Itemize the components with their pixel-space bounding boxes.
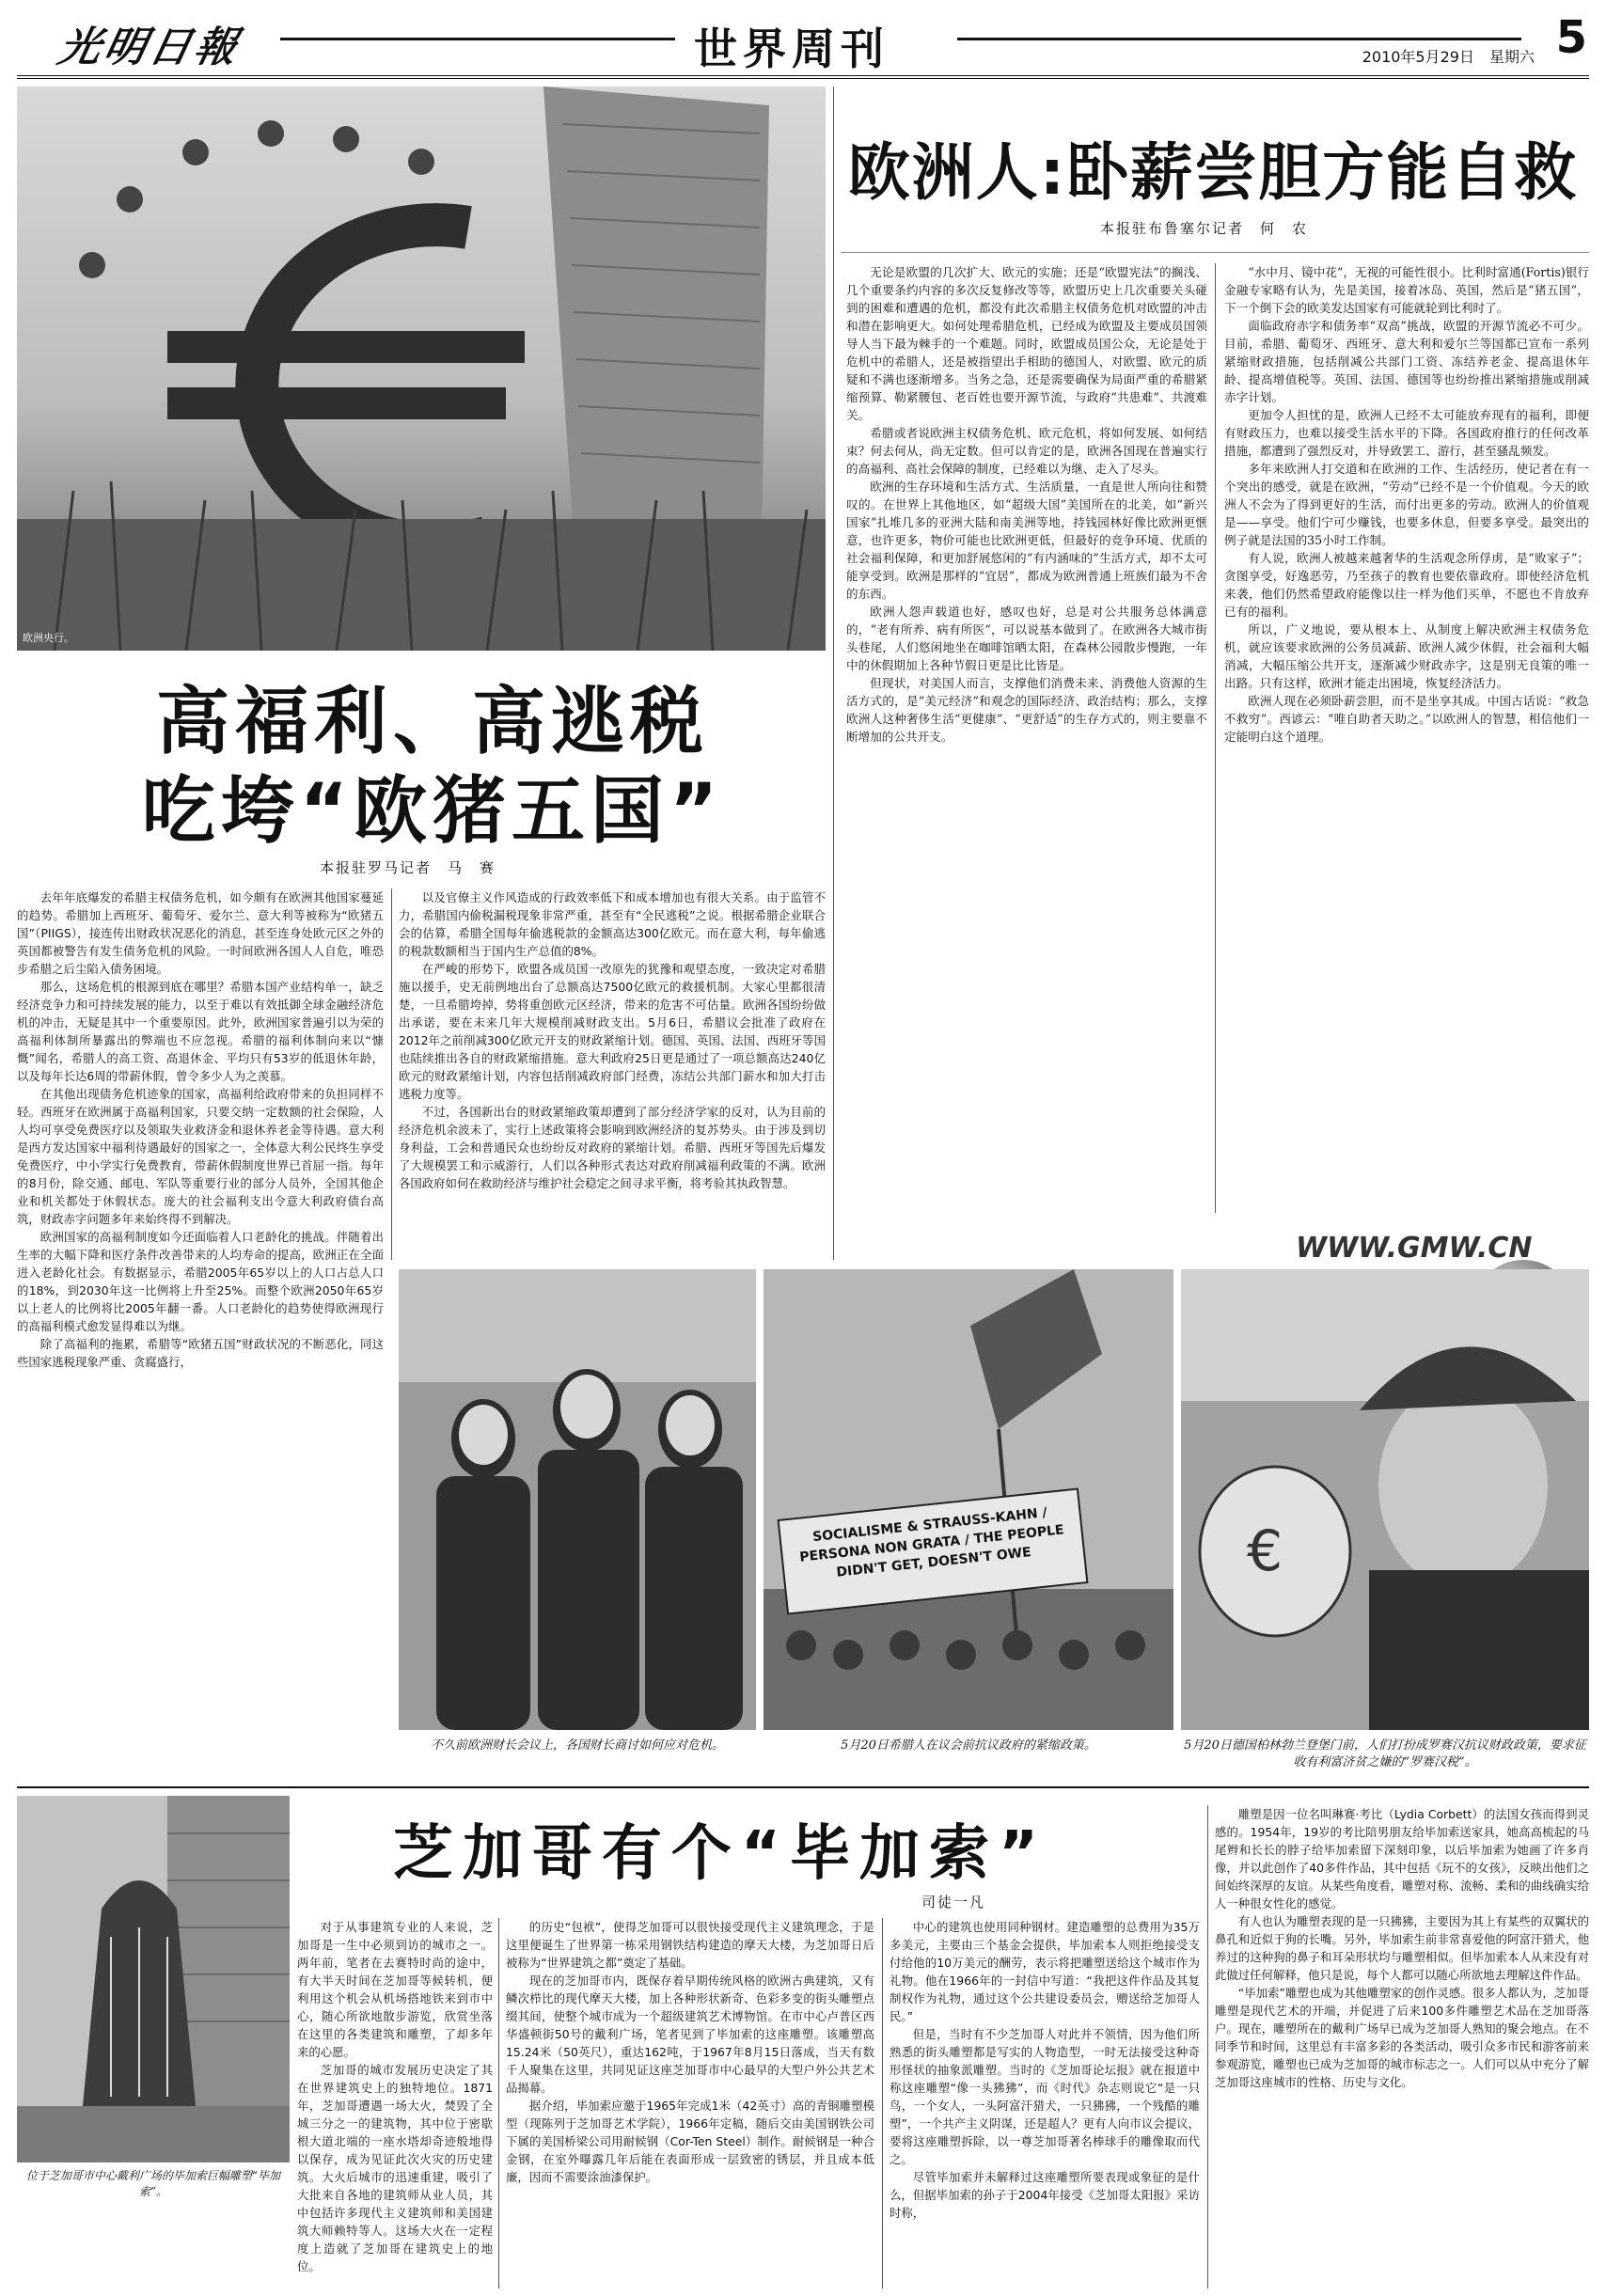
paragraph: 去年年底爆发的希腊主权债务危机，如今颇有在欧洲其他国家蔓延的趋势。希腊加上西班牙、葡萄牙、爱尔兰、意大利等被称为“欧猪五国”（PIIGS），接连传出财政状况恶化的消息，甚至连身处欧元区之外的英国都被警告有发生债务危机的风险。一时间欧洲各国人人自危，唯恐步希腊之后尘陷入债务困境。	[17, 890, 384, 976]
paragraph: 的历史“包袱”，使得芝加哥可以很快接受现代主义建筑理念，于是这里便诞生了世界第一栋采用钢铁结构建造的摩天大楼，为芝加哥日后被称为“世界建筑之都”奠定了基础。	[506, 1920, 874, 1970]
paragraph: 据介绍，毕加索应邀于1965年完成1米（42英寸）高的青铜雕塑模型（现陈列于芝加哥艺术学院），1966年定稿，随后交由美国钢铁公司下属的美国桥梁公司用耐候钢（Cor-Ten Steel）制作。耐候钢是一种合金钢，在室外曝露几年后能在表面形成一层致密的锈层，并且成本低廉，因而不需要涂油漆保护。	[506, 2099, 874, 2184]
paper-logo: 光明日報	[54, 24, 245, 71]
photo-caption-ministers: 不久前欧洲财长会议上，各国财长商讨如何应对危机。	[430, 1738, 724, 1753]
paragraph: “水中月、镜中花”，无视的可能性很小。比利时富通(Fortis)银行金融专家略有认为，先是美国，接着冰岛、英国，然后是“猪五国”，下一个倒下会的欧美发达国家有可能就轮到比利时了。	[1224, 265, 1589, 315]
column-divider	[1207, 1805, 1208, 2288]
welfare-column-2	[399, 889, 826, 1260]
issue-date: 2010年5月29日 星期六	[1362, 48, 1535, 66]
welfare-title-line2: 吃垮“欧猪五国”	[141, 769, 724, 854]
europe-column-2	[1224, 263, 1589, 1213]
section-rule	[17, 1786, 1589, 1788]
paragraph: 但现状，对美国人而言，支撑他们消费未来、消费他人资源的生活方式的，是“美元经济”和观念的国际经济、政治结构；那么，支撑欧洲人这种奢侈生活“更健康”、“更舒适”的生存方式的，则主要靠不断增加的公共开支。	[846, 676, 1207, 744]
column-divider	[391, 889, 392, 1260]
masthead-rule-left	[280, 38, 675, 40]
paragraph: 希腊或者说欧洲主权债务危机、欧元危机，将如何发展、如何结束？何去何从，尚无定数。但可以肯定的是，欧洲各国现在普遍实行的高福利、高社会保障的制度，已经难以为继、走入了尽头。	[846, 426, 1207, 476]
welfare-byline: 本报驻罗马记者 马 赛	[320, 859, 496, 876]
paragraph: 所以，广义地说，要从根本上、从制度上解决欧洲主权债务危机，就应该要求欧洲的公务员减薪、欧洲人减少休假，社会福利大幅消减，大幅压缩公共开支，逐渐减少财政赤字，这是别无良策的唯一出路。只有这样，欧洲才能走出困境，恢复经济活力。	[1224, 622, 1589, 690]
paragraph: 面临政府赤字和债务率“双高”挑战，欧盟的开源节流必不可少。目前，希腊、葡萄牙、西班牙、意大利和爱尔兰等国都已宣布一系列紧缩财政措施，包括削减公共部门工资、冻结养老金、提高退休年龄、提高增值税等。英国、法国、德国等也纷纷推出紧缩措施或削减赤字计划。	[1224, 319, 1589, 404]
masthead-rule-right	[957, 38, 1521, 40]
paragraph: 在严峻的形势下，欧盟各成员国一改原先的犹豫和观望态度，一致决定对希腊施以援手，史无前例地出台了总额高达7500亿欧元的救援机制。大家心里都很清楚，一旦希腊垮掉，势将重创欧元区经济，带来的危害不可估量。欧洲各国纷纷做出承诺，要在未来几年大规模削减财政支出。5月6日，希腊议会批准了政府在2012年之前削减300亿欧元开支的财政紧缩计划。德国、英国、法国、西班牙等国也陆续推出各自的财政紧缩措施。意大利政府25日更是通过了一项总额高达240亿欧元的财政紧缩计划，内容包括削减政府部门经费，冻结公共部门薪水和加大打击逃税力度等。	[399, 962, 826, 1101]
paragraph: “毕加索”雕塑也成为其他雕塑家的创作灵感。很多人都认为，芝加哥雕塑是现代艺术的开端，并促进了后来100多件雕塑艺术品在芝加哥落户。现在，雕塑所在的戴利广场早已成为芝加哥人熟知的聚会地点。在不同季节和时间，这里总有丰富多彩的各类活动，吸引众多市民和游客前来参观游览，雕塑也已成为芝加哥的城市标志之一。人们可以从中充分了解芝加哥这座城市的性格、历史与文化。	[1215, 1986, 1589, 2089]
page-number: 5	[1555, 11, 1587, 64]
title-rule	[841, 252, 1589, 253]
europe-title: 欧洲人:卧薪尝胆方能自救	[847, 136, 1579, 209]
protest-illustration	[764, 1269, 1173, 1730]
paragraph: 欧洲的生存环境和生活方式、生活质量，一直是世人所向往和赞叹的。在世界上其他地区，如“超级大国”美国所在的北美，如“新兴国家”扎堆几多的亚洲大陆和南美洲等地，持钱园林好像比欧洲更惬意，也许更多，物价可能也比欧洲更低，但最好的竞争环境、优质的社会福利保障，和更加舒展悠闲的“有内涵味的”生活方式，却不太可能享受到。欧洲是那样的“宜居”，都成为欧洲普通上班族们最为不舍的东西。	[846, 480, 1207, 601]
berlin-protest-photo	[1181, 1269, 1589, 1730]
europe-column-1	[846, 263, 1207, 1260]
paragraph: 欧洲人现在必须卧薪尝胆，而不是坐享其成。中国古话说：“救急不救穷”。西谚云：“唯自助者天助之。”以欧洲人的智慧，相信他们一定能明白这个道理。	[1224, 694, 1589, 744]
chicago-column-2	[506, 1918, 874, 2288]
paragraph: 多年来欧洲人打交道和在欧洲的工作、生活经历，使记者在有一个突出的感受，就是在欧洲，“劳动”已经不是一个价值观。今天的欧洲人不会为了得到更好的生活，而付出更多的劳动。欧洲人的价值观是——享受。他们宁可少赚钱，也要多休息，但要多享受。最突出的例子就是法国的35小时工作制。	[1224, 462, 1589, 547]
paragraph: 除了高福利的拖累，希腊等“欧猪五国”财政状况的不断恶化，同这些国家逃税现象严重、贪腐盛行，	[17, 1337, 384, 1369]
protest-banner-text: SOCIALISME & STRAUSS-KAHN / PERSONA NON GRATA / THE PEOPLE DIDN'T GET, DOESN'T OWE	[798, 1505, 1065, 1580]
paragraph: 无论是欧盟的几次扩大、欧元的实施；还是“欧盟宪法”的搁浅、几个重要条约内容的多次反复修改等等，欧盟历史上几次重要关头碰到的困难和遭遇的危机，都没有此次希腊主权债务危机对欧盟的冲击和潜在影响更大。如何处理希腊危机，已经成为欧盟及主要成员国领导人当下最为棘手的一个难题。同时，欧盟成员国公众，无论是处于危机中的希腊人，还是被指望出手相助的德国人，对欧盟、欧元的质疑和不满也逐渐增多。当务之急，还是需要确保为局面严重的希腊紧缩预算、勒紧腰包、老百姓也要开源节流，与政府“共患难”、共渡难关。	[846, 265, 1207, 422]
euro-sculpture-photo	[17, 86, 826, 651]
paragraph: 欧洲国家的高福利制度如今还面临着人口老龄化的挑战。伴随着出生率的大幅下降和医疗条件改善带来的人均寿命的提高，欧洲正在全面进入老龄化社会。有数据显示，希腊2005年65岁以上的人口占总人口的18%，到2030年这一比例将上升至25%。而整个欧洲2050年65岁以上老人的比例将比2005年翻一番。人口老龄化的趋势使得欧洲现行的高福利模式愈发显得难以为继。	[17, 1230, 384, 1333]
picasso-sculpture-photo	[17, 1796, 290, 2162]
photo-caption-protest: 5月20日希腊人在议会前抗议政府的紧缩政策。	[841, 1738, 1096, 1753]
paragraph: 那么，这场危机的根源到底在哪里？希腊本国产业结构单一，缺乏经济竞争力和可持续发展的能力，以至于难以有效抵御全球金融经济危机的冲击，无疑是其中一个重要原因。此外，欧洲国家普遍引以为荣的高福利体制所暴露出的弊端也不应忽视。希腊的福利体制向来以“慷慨”闻名，希腊人的高工资、高退休金、平均只有53岁的低退休年龄，以及每年长达6周的带薪休假，曾令多少人为之羡慕。	[17, 980, 384, 1083]
chicago-column-3	[890, 1918, 1200, 2288]
masthead	[17, 6, 1589, 79]
paragraph: 芝加哥的城市发展历史决定了其在世界建筑史上的独特地位。1871年，芝加哥遭遇一场大火，焚毁了全城三分之一的建筑物，其中位于密歇根大道北端的一座水塔却奇迹般地得以保存，成为见证此次火灾的历史建筑。大火后城市的迅速重建，吸引了大批来自各地的建筑师从业人员，其中包括许多现代主义建筑师和美国建筑大师赖特等人。这场大火在一定程度上造就了芝加哥在建筑史上的地位。	[297, 2063, 493, 2273]
paragraph: 对于从事建筑专业的人来说，芝加哥是一生中必须到访的城市之一。两年前，笔者在去赛特时尚的途中，有大半天时间在芝加哥等候转机，便利用这个机会从机场搭地铁来到市中心，随心所欲地散步游览，欣赏坐落在这里的各类建筑和雕塑，了却多年来的心愿。	[297, 1920, 493, 2059]
robin-hood-illustration	[1181, 1269, 1589, 1730]
welfare-title-line1: 高福利、高逃税	[155, 680, 709, 764]
paragraph: 以及官僚主义作风造成的行政效率低下和成本增加也有很大关系。由于监管不力，希腊国内偷税漏税现象非常严重，甚至有“全民逃税”之说。根据希腊企业联合会的估算，希腊全国每年偷逃税款的金额高达300亿欧元。而在意大利，每年偷逃的税款数额相当于国内生产总值的8%。	[399, 890, 826, 958]
paragraph: 中心的建筑也使用同种钢材。建造雕塑的总费用为35万多美元，主要由三个基金会提供，毕加索本人则拒绝接受支付给他的10万美元的酬劳，表示将把雕塑送给这个城市作为礼物。他在1966年的一封信中写道：“我把这件作品及其复制权作为礼物，通过这个公共建设委员会，赠送给芝加哥人民。”	[890, 1920, 1200, 2023]
paragraph: 有人也认为雕塑表现的是一只狒狒，主要因为其上有某些的双翼状的鼻孔和近似于狗的长嘴。另外，毕加索生前非常喜爱他的阿富汗猎犬，他养过的这种狗的鼻子和耳朵形状均与雕塑相似。但毕加索本人从来没有对此做过任何解释，他只是说，每个人都可以随心所欲地去理解这件作品。	[1215, 1914, 1589, 1982]
section-divider	[833, 86, 834, 1260]
greece-protest-photo	[764, 1269, 1173, 1730]
column-divider	[882, 1918, 883, 2288]
picasso-photo-caption: 位于芝加哥市中心戴利广场的毕加索巨幅雕塑“毕加索”。	[25, 2169, 281, 2198]
paragraph: 不过，各国新出台的财政紧缩政策却遭到了部分经济学家的反对，认为目前的经济危机余波未了，实行上述政策将会影响到欧洲经济的复苏势头。由于涉及到切身利益，工会和普通民众也纷纷反对政府的紧缩计划。希腊、西班牙等国先后爆发了大规模罢工和示威游行，人们以各种形式表达对政府削减福利政策的不满。欧洲各国政府如何在救助经济与维护社会稳定之间寻求平衡，将考验其执政智慧。	[399, 1105, 826, 1190]
chicago-column-1	[297, 1918, 493, 2288]
chicago-byline: 司徒一凡	[921, 1894, 986, 1911]
ministers-illustration	[399, 1269, 756, 1730]
paragraph: 有人说，欧洲人被越来越奢华的生活观念所俘虏，是“败家子”；贪图享受，好逸恶劳，乃至孩子的教育也要依靠政府。即使经济危机来袭，他们仍然希望政府能像以往一样为他们买单，不愿也不肯放弃已有的福利。	[1224, 551, 1589, 619]
finance-ministers-photo	[399, 1269, 756, 1730]
column-divider	[1215, 263, 1216, 1213]
website-url[interactable]: WWW.GMW.CN	[1296, 1232, 1533, 1265]
chicago-title: 芝加哥有个“毕加索”	[392, 1819, 1048, 1889]
picasso-illustration	[17, 1796, 290, 2162]
paragraph: 尽管毕加索并未解释过这座雕塑所要表现或象征的是什么，但据毕加索的孙子于2004年接受《芝加哥太阳报》采访时称，	[890, 2170, 1200, 2220]
euro-photo-credit: 欧洲央行。	[23, 632, 74, 644]
svg-text:€: €	[1247, 1518, 1283, 1584]
paragraph: 雕塑是因一位名叫琳赛·考比（Lydia Corbett）的法国女孩而得到灵感的。1954年，19岁的考比陪男朋友给毕加索送家具，她高高梳起的马尾辫和长长的脖子给毕加索留下深刻印象，以后毕加索为她画了许多肖像，并以此创作了40多件作品，其中包括《玩不的女孩》，反映出他们之间始终深厚的友谊。从某些角度看，雕塑对称、流畅、柔和的曲线确实给人一种很女性化的感觉。	[1215, 1807, 1589, 1911]
welfare-column-1	[17, 889, 384, 1763]
euro-sculpture-illustration	[17, 86, 826, 651]
chicago-column-4	[1215, 1805, 1589, 2288]
paragraph: 但是，当时有不少芝加哥人对此并不领情，因为他们所熟悉的街头雕塑都是写实的人物造型，一时无法接受这种奇形怪状的抽象派雕塑。当时的《芝加哥论坛报》就在报道中称这座雕塑“像一头狒狒”，而《时代》杂志则说它“是一只鸟，一个女人，一头阿富汗猎犬，一只狒狒，一个残酷的雕塑”，一个共产主义阴谋，还是超人？更有人向市议会提议，要将这座雕塑拆除，以一尊芝加哥著名棒球手的雕像取而代之。	[890, 2027, 1200, 2166]
paragraph: 更加令人担忧的是，欧洲人已经不太可能放弃现有的福利，即便有财政压力，也难以接受生活水平的下降。各国政府推行的任何改革措施，都遭到了强烈反对，并导致罢工、游行，甚至骚乱频发。	[1224, 408, 1589, 458]
paragraph: 欧洲人怨声载道也好，感叹也好，总是对公共服务总体满意的，“老有所养、病有所医”，可以说基本做到了。在欧洲各大城市街头巷尾，人们悠闲地坐在咖啡馆晒太阳，在森林公园散步慢跑，一年中的休假期加上各种节假日更是比比皆是。	[846, 605, 1207, 672]
paragraph: 现在的芝加哥市内，既保存着早期传统风格的欧洲古典建筑，又有鳞次栉比的现代摩天大楼，加上各种形状新奇、色彩多变的街头雕塑点缀其间，使整个城市成为一个超级建筑艺术博物馆。在市中心卢普区西华盛顿街50号的戴利广场，笔者见到了毕加索的这座雕塑。该雕塑高15.24米（50英尺），重达162吨，于1967年8月15日落成，当天有数千人聚集在这里，共同见证这座芝加哥市中心最早的大型户外公共艺术品揭幕。	[506, 1974, 874, 2095]
section-title: 世界周刊	[694, 24, 890, 74]
europe-byline: 本报驻布鲁塞尔记者 何 农	[1100, 220, 1309, 237]
column-divider	[498, 1918, 499, 2288]
photo-caption-berlin: 5月20日德国柏林勃兰登堡门前，人们打扮成罗赛汉抗议财政政策，要求征收有利富济贫之嫌的“罗赛汉税”。	[1184, 1738, 1586, 1769]
paragraph: 在其他出现债务危机迹象的国家，高福利给政府带来的负担同样不轻。西班牙在欧洲属于高福利国家，只要交纳一定数额的社会保险，人人均可享受免费医疗以及领取失业救济金和退休养老金等待遇。意大利是西方发达国家中福利待遇最好的国家之一，全体意大利公民终生享受免费医疗，中小学实行免费教育，带薪休假制度世界已首屈一指。每年的8月份，除交通、邮电、军队等重要行业的部分人员外，全国其他企业和机关都处于休假状态。庞大的社会福利支出令意大利政府债台高筑，财政赤字问题多年来始终得不到解决。	[17, 1087, 384, 1226]
